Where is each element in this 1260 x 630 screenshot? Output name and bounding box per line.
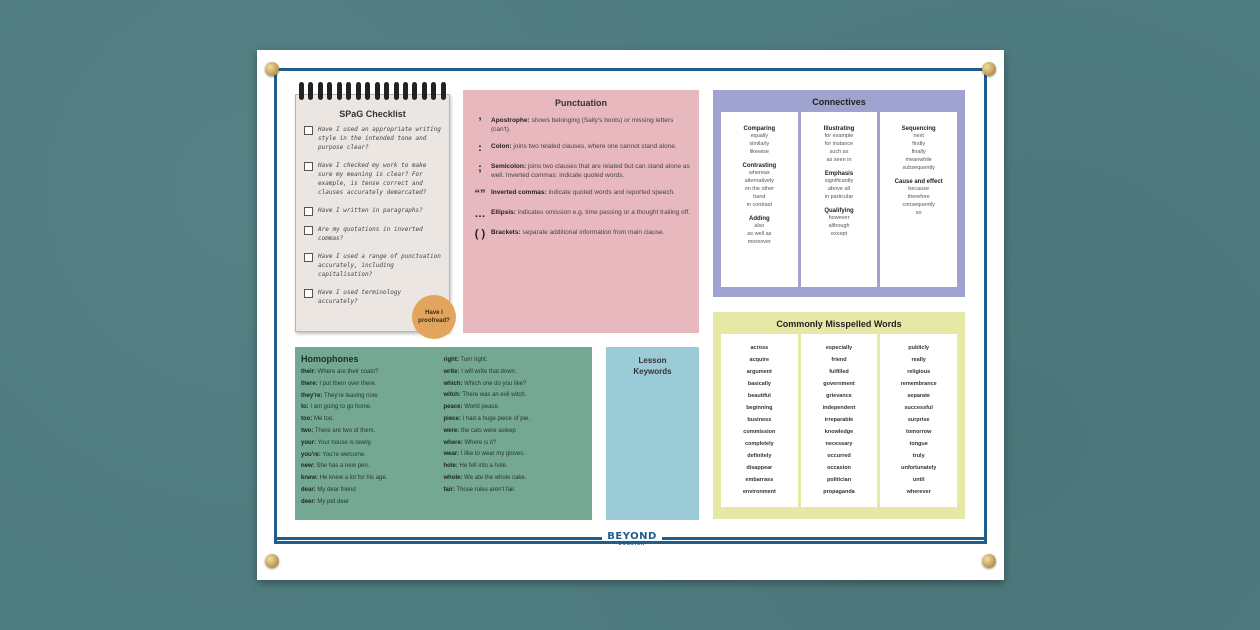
punctuation-definition: joins two clauses that are related but can stand alone as well. Inverted commas: indicate quoted words. <box>491 163 690 179</box>
connective-word: except <box>830 231 848 237</box>
homophone-row <box>301 450 444 462</box>
pin-icon <box>982 554 996 568</box>
checklist-item <box>296 206 449 216</box>
punctuation-text <box>491 228 664 240</box>
connective-word: hand <box>753 194 766 200</box>
misspelled-word: necessary <box>825 441 853 447</box>
homophone-word: witch: <box>443 392 461 399</box>
punctuation-symbol: ’ <box>478 116 482 128</box>
homophone-word: their: <box>301 369 316 375</box>
connective-word: on the other <box>744 186 775 192</box>
homophone-sentence: I put them over there. <box>319 380 377 387</box>
homophone-sentence: Turn right. <box>460 357 488 363</box>
homophone-word: too: <box>301 416 313 423</box>
lesson-keywords-title: Lesson Keywords <box>633 356 672 376</box>
homophone-sentence: There are two of them. <box>314 427 376 434</box>
connective-group <box>723 126 796 156</box>
homophone-word: right: <box>443 357 459 363</box>
punctuation-term: Brackets: <box>491 229 521 236</box>
homophone-row <box>444 449 587 461</box>
connectives-column <box>880 112 957 287</box>
misspelled-word: successful <box>904 405 933 411</box>
homophones-right-column <box>444 355 587 509</box>
connectives-title: Connectives <box>812 97 866 107</box>
homophone-row <box>301 414 444 426</box>
connective-word: alternatively <box>744 178 775 184</box>
homophone-row <box>301 485 444 497</box>
connective-word: above all <box>827 186 851 192</box>
checklist-text: Have I used a range of punctuation accurately, including capitalisation? <box>318 253 441 278</box>
homophone-row <box>444 461 587 473</box>
punctuation-title: Punctuation <box>555 98 607 108</box>
homophone-word: dear: <box>301 486 316 493</box>
checklist-text: Have I used an appropriate writing style in the intended tone and purpose clear? <box>318 126 441 151</box>
beyond-logo: BEYOND ENGLISH <box>607 531 657 546</box>
connective-word: for example <box>824 133 854 139</box>
checklist-text: Have I checked my work to make sure my meaning is clear? For example, is tense correct and clauses accurately demarcated? <box>318 162 427 196</box>
homophone-row <box>444 426 587 438</box>
homophone-word: fair: <box>443 486 455 493</box>
connective-heading: Cause and effect <box>894 179 943 185</box>
misspelled-word: knowledge <box>824 429 854 435</box>
connective-word: for instance <box>824 141 854 147</box>
homophone-word: which: <box>443 380 463 387</box>
connectives-columns <box>713 112 965 287</box>
homophone-sentence: Which one do you like? <box>464 380 527 387</box>
connective-word: moreover <box>747 239 771 245</box>
misspelled-panel <box>713 312 965 519</box>
connective-heading: Qualifying <box>824 208 854 214</box>
homophone-sentence: I am going to go home. <box>310 404 372 411</box>
misspelled-word: basically <box>747 381 771 387</box>
checkbox-icon <box>304 289 313 298</box>
punctuation-symbol: ; <box>478 162 482 174</box>
connective-group <box>882 179 955 217</box>
spag-list <box>296 125 449 306</box>
misspelled-word: publicly <box>908 345 930 351</box>
punctuation-list <box>463 116 699 240</box>
homophone-word: hole: <box>443 463 458 470</box>
punctuation-symbol: … <box>474 208 486 220</box>
connective-word: such as <box>829 149 849 155</box>
homophone-row <box>444 485 587 497</box>
pin-icon <box>982 62 996 76</box>
homophone-sentence: World peace. <box>464 404 500 411</box>
misspelled-word: business <box>747 417 772 423</box>
punctuation-row <box>463 228 699 240</box>
homophone-sentence: Me too. <box>314 416 335 423</box>
connective-word: as well as <box>747 231 772 237</box>
connective-word: therefore <box>907 194 930 200</box>
spag-title: SPaG Checklist <box>339 109 406 119</box>
misspelled-word: definitely <box>747 453 772 459</box>
punctuation-text <box>491 116 691 134</box>
misspelled-word: politician <box>826 477 852 483</box>
misspelled-word: until <box>912 477 925 483</box>
connective-word: consequently <box>902 202 935 208</box>
punctuation-text <box>491 142 677 154</box>
homophone-word: your: <box>301 439 316 446</box>
pin-icon <box>265 554 279 568</box>
checkbox-icon <box>304 126 313 135</box>
misspelled-word: unfortunately <box>901 465 937 471</box>
proofread-sticker: Have I proofread? <box>412 295 456 339</box>
checklist-text: Have I used terminology accurately? <box>318 289 402 305</box>
checklist-item <box>296 225 449 243</box>
homophone-word: knew: <box>301 475 319 482</box>
punctuation-definition: indicates omission e.g. time passing or a thought trailing off. <box>517 209 690 216</box>
connective-group <box>882 126 955 172</box>
homophone-row <box>444 379 587 391</box>
connective-heading: Emphasis <box>824 171 854 177</box>
punctuation-panel <box>463 90 699 333</box>
misspelled-word: beginning <box>746 405 773 411</box>
connective-heading: Sequencing <box>901 126 936 132</box>
connective-word: because <box>908 186 930 192</box>
misspelled-word: occurred <box>827 453 851 459</box>
punctuation-term: Apostrophe: <box>491 117 530 124</box>
connective-word: finally <box>911 149 926 155</box>
homophone-word: write: <box>443 368 460 375</box>
connective-word: in contrast <box>746 202 773 208</box>
punctuation-row <box>463 142 699 154</box>
misspelled-word: wherever <box>906 489 931 495</box>
misspelled-column <box>801 334 878 507</box>
connective-word: whereas <box>748 170 770 176</box>
divider <box>277 537 602 540</box>
homophone-row <box>444 355 587 367</box>
connective-group <box>803 126 876 164</box>
connective-word: firstly <box>912 141 926 147</box>
homophone-row <box>301 497 444 509</box>
connective-group <box>803 208 876 238</box>
misspelled-word: beautiful <box>747 393 771 399</box>
punctuation-row <box>463 188 699 200</box>
punctuation-symbol: “” <box>474 188 486 200</box>
connective-word: equally <box>750 133 769 139</box>
misspelled-word: independent <box>822 405 856 411</box>
checkbox-icon <box>304 162 313 171</box>
misspelled-word: irreparable <box>824 417 854 423</box>
homophone-row <box>301 426 444 438</box>
homophone-word: new: <box>301 463 315 470</box>
misspelled-word: commission <box>743 429 776 435</box>
misspelled-word: propaganda <box>823 489 855 495</box>
divider <box>662 537 984 540</box>
homophone-row <box>444 367 587 379</box>
homophone-sentence: Where are their coats? <box>317 369 379 375</box>
punctuation-term: Ellipsis: <box>491 209 516 216</box>
homophones-panel <box>295 347 592 520</box>
misspelled-word: especially <box>825 345 853 351</box>
connective-heading: Comparing <box>743 126 776 132</box>
connective-heading: Illustrating <box>823 126 855 132</box>
homophone-sentence: My dear friend <box>317 486 356 493</box>
misspelled-word: separate <box>907 393 930 399</box>
connective-word: next <box>913 133 924 139</box>
misspelled-word: tomorrow <box>905 429 932 435</box>
punctuation-text <box>491 162 691 180</box>
homophone-sentence: We ate the whole cake. <box>464 474 527 481</box>
homophone-word: they're: <box>301 392 323 399</box>
homophone-row <box>444 473 587 485</box>
homophone-word: two: <box>301 427 314 434</box>
connective-group <box>723 216 796 246</box>
punctuation-symbol: ( ) <box>474 228 486 240</box>
homophone-word: were: <box>443 427 460 434</box>
connective-word: similarly <box>749 141 770 147</box>
homophone-row <box>301 379 444 391</box>
misspelled-word: embarrass <box>745 477 774 483</box>
homophone-row <box>301 438 444 450</box>
misspelled-word: government <box>823 381 855 387</box>
misspelled-word: grievance <box>826 393 852 399</box>
homophones-left-column <box>301 367 444 509</box>
misspelled-column <box>721 334 798 507</box>
checkbox-icon <box>304 207 313 216</box>
punctuation-definition: separate additional information from main clause. <box>522 229 665 236</box>
misspelled-word: environment <box>742 489 776 495</box>
homophone-sentence: There was an evil witch. <box>462 392 527 399</box>
punctuation-term: Inverted commas: <box>491 189 547 196</box>
misspelled-word: surprise <box>907 417 930 423</box>
connective-word: so <box>915 210 922 216</box>
connective-word: however <box>828 215 850 221</box>
checkbox-icon <box>304 226 313 235</box>
misspelled-word: acquire <box>749 357 770 363</box>
misspelled-word: friend <box>831 357 847 363</box>
pin-icon <box>265 62 279 76</box>
connective-word: although <box>828 223 850 229</box>
checkbox-icon <box>304 253 313 262</box>
misspelled-word: religious <box>907 369 931 375</box>
connectives-panel <box>713 90 965 297</box>
poster <box>257 50 1004 580</box>
homophone-row <box>301 367 444 379</box>
punctuation-symbol: : <box>478 142 482 154</box>
homophone-row <box>301 402 444 414</box>
misspelled-word: remembrance <box>900 381 937 387</box>
checklist-text: Are my quotations in inverted commas? <box>318 226 423 242</box>
homophone-sentence: She has a new pen. <box>316 463 370 470</box>
homophone-row <box>444 438 587 450</box>
homophone-row <box>301 461 444 473</box>
homophone-word: wear: <box>443 451 460 458</box>
homophone-sentence: Where is it? <box>464 439 497 446</box>
homophone-sentence: the cats were asleep <box>460 427 516 434</box>
homophone-word: peace: <box>443 404 463 411</box>
homophone-word: you're: <box>301 451 321 458</box>
punctuation-term: Colon: <box>491 143 512 150</box>
misspelled-column <box>880 334 957 507</box>
misspelled-word: occasion <box>827 465 851 471</box>
connective-heading: Contrasting <box>742 163 777 169</box>
misspelled-word: completely <box>744 441 774 447</box>
homophone-word: piece: <box>443 415 461 422</box>
homophone-sentence: My pet deer <box>317 498 350 505</box>
punctuation-text <box>491 188 675 200</box>
connectives-column <box>721 112 798 287</box>
misspelled-columns <box>713 334 965 507</box>
misspelled-word: argument <box>746 369 772 375</box>
homophone-sentence: He fell into a hole. <box>459 463 508 470</box>
misspelled-word: fulfilled <box>829 369 849 375</box>
homophone-word: whole: <box>443 474 463 481</box>
connectives-column <box>801 112 878 287</box>
homophone-sentence: They're leaving now. <box>324 392 379 399</box>
homophone-word: there: <box>301 380 318 387</box>
punctuation-term: Semicolon: <box>491 163 527 170</box>
punctuation-text <box>491 208 690 220</box>
punctuation-definition: shows belonging (Sally's boots) or missing letters (can't). <box>491 117 674 133</box>
homophone-sentence: He knew a lot for his age. <box>319 475 388 482</box>
homophone-word: deer: <box>301 498 316 505</box>
punctuation-row <box>463 208 699 220</box>
checklist-text: Have I written in paragraphs? <box>318 207 423 214</box>
punctuation-definition: indicate quoted words and reported speech. <box>548 189 675 196</box>
punctuation-definition: joins two related clauses, where one cannot stand alone. <box>513 143 677 150</box>
connective-word: in particular <box>824 194 854 200</box>
connective-word: also <box>754 223 765 229</box>
homophone-word: where: <box>443 439 463 446</box>
lesson-keywords-panel <box>606 347 699 520</box>
homophones-title: Homophones <box>301 354 359 364</box>
checklist-item <box>296 125 449 152</box>
connective-group <box>723 163 796 209</box>
checklist-item <box>296 252 449 279</box>
homophone-sentence: I will write that down. <box>461 368 517 375</box>
connective-word: meanwhile <box>905 157 932 163</box>
homophone-sentence: I like to wear my gloves. <box>460 451 525 458</box>
misspelled-word: truly <box>912 453 925 459</box>
homophone-sentence: You're welcome. <box>322 451 366 458</box>
punctuation-row <box>463 116 699 134</box>
connective-word: significantly <box>824 178 854 184</box>
homophone-word: to: <box>301 404 309 411</box>
connective-group <box>803 171 876 201</box>
homophone-sentence: Those rules aren't fair. <box>456 486 516 493</box>
connective-heading: Adding <box>749 216 770 222</box>
homophone-row <box>444 402 587 414</box>
connective-word: as seen in <box>826 157 852 163</box>
misspelled-word: across <box>750 345 769 351</box>
misspelled-word: really <box>911 357 926 363</box>
homophone-row <box>444 390 587 402</box>
homophone-sentence: Your house is lovely. <box>317 439 372 446</box>
spiral-binding <box>295 82 450 100</box>
homophone-row <box>444 414 587 426</box>
punctuation-row <box>463 162 699 180</box>
misspelled-title: Commonly Misspelled Words <box>776 319 902 329</box>
homophone-row <box>301 473 444 485</box>
misspelled-word: disappear <box>746 465 773 471</box>
connective-word: subsequently <box>902 165 935 171</box>
misspelled-word: tongue <box>909 441 928 447</box>
homophone-sentence: I had a huge piece of pie. <box>462 415 530 422</box>
checklist-item <box>296 161 449 197</box>
homophone-row <box>301 391 444 403</box>
connective-word: likewise <box>749 149 769 155</box>
